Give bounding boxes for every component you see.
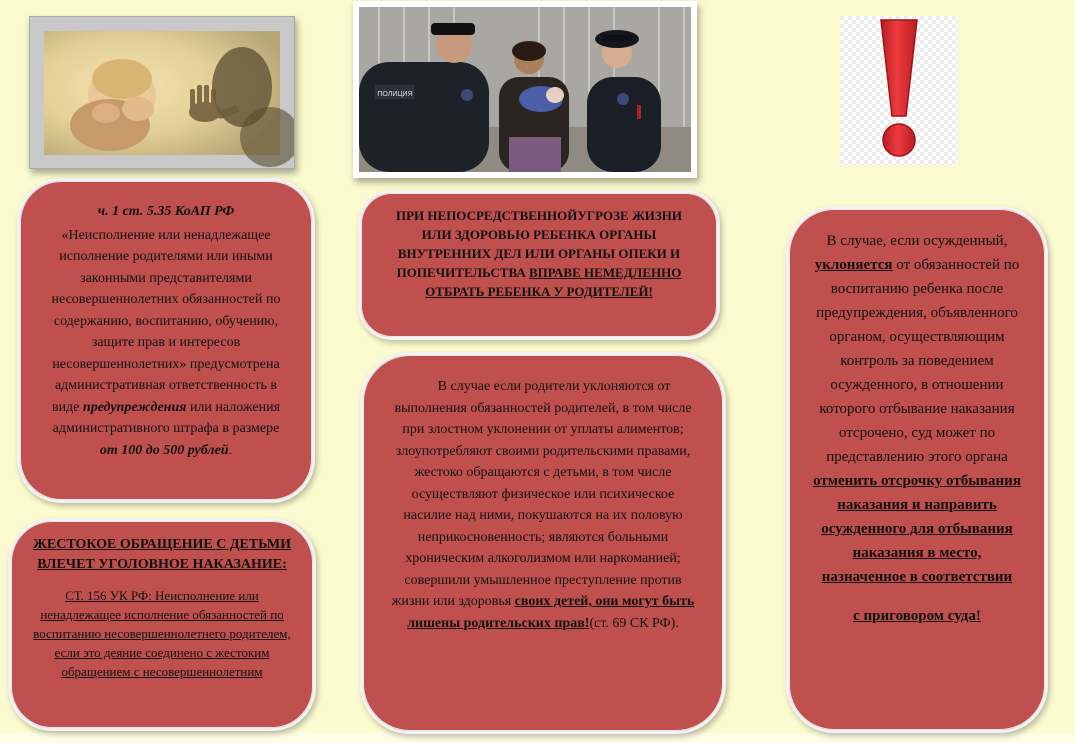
parental-rights-text: В случае если родители уклоняются от выполнения обязанностей родителей, в том числе при злостном уклонении от уплаты алиментов; злоупотребляют своими родительскими правами, жестоко обращаются с детьми, в том числе осуществляют физическое или психическое насилие над ними, покушаются на их половую неприкосновенность; являются больными хроническим алкоголизмом или наркоманией; совершили умышленное преступление против жизни или здоровья своих детей, они могут быть лишены родительских прав!(ст. 69 СК РФ). bbox=[391, 379, 695, 631]
immediate-threat-text: ПРИ НЕПОСРЕДСТВЕННОЙУГРОЗЕ ЖИЗНИ ИЛИ ЗДОРОВЬЮ РЕБЕНКА ОРГАНЫ ВНУТРЕННИХ ДЕЛ ИЛИ ОРГАНЫ ОПЕКИ И ПОПЕЧИТЕЛЬСТВА ВПРАВЕ НЕМЕДЛЕННО ОТБРАТЬ РЕБЕНКА У РОДИТЕЛЕЙ! bbox=[396, 208, 682, 299]
cruel-treatment-box bbox=[8, 518, 316, 731]
bottom-band bbox=[0, 733, 1075, 743]
child-abuse-photo bbox=[29, 16, 295, 169]
parental-rights-box bbox=[360, 352, 726, 734]
convict-text: В случае, если осужденный, уклоняется от обязанностей по воспитанию ребенка после предупреждения, объявленного органом, осуществляющим контроль за поведением осужденного, в отношении которого отбывание наказания отсрочено, суд может по представлению этого органа отменить отсрочку отбывания наказания и направить осужденного для отбывания наказания в место, назначенное в соответствии bbox=[813, 233, 1021, 585]
police-photo bbox=[353, 1, 697, 178]
immediate-threat-box bbox=[358, 190, 720, 340]
convict-sentence-text: с приговором суда! bbox=[853, 608, 981, 624]
koap-article-title: ч. 1 ст. 5.35 КоАП РФ bbox=[97, 204, 235, 219]
cruel-treatment-heading: ЖЕСТОКОЕ ОБРАЩЕНИЕ С ДЕТЬМИ ВЛЕЧЕТ УГОЛОВНОЕ НАКАЗАНИЕ: bbox=[33, 537, 291, 572]
convict-box bbox=[786, 206, 1048, 733]
exclamation-image bbox=[840, 16, 958, 165]
cruel-treatment-text: СТ. 156 УК РФ: Неисполнение или ненадлежащее исполнение обязанностей по воспитанию несовершеннолетнего родителем, если это деяние соединено с жестоким обращением с несовершеннолетним bbox=[33, 588, 291, 679]
koap-article-text: «Неисполнение или ненадлежащее исполнение родителями или иными законными представителями несовершеннолетних обязанностей по содержанию, воспитанию, обучению, защите прав и интересов несовершеннолетних» предусмотрена административная ответственность в виде предупреждения или наложения административного штрафа в размере от 100 до 500 рублей. bbox=[51, 227, 281, 458]
police-vest-label: ПОЛИЦИЯ bbox=[377, 91, 413, 98]
koap-penalty-box bbox=[17, 178, 315, 503]
